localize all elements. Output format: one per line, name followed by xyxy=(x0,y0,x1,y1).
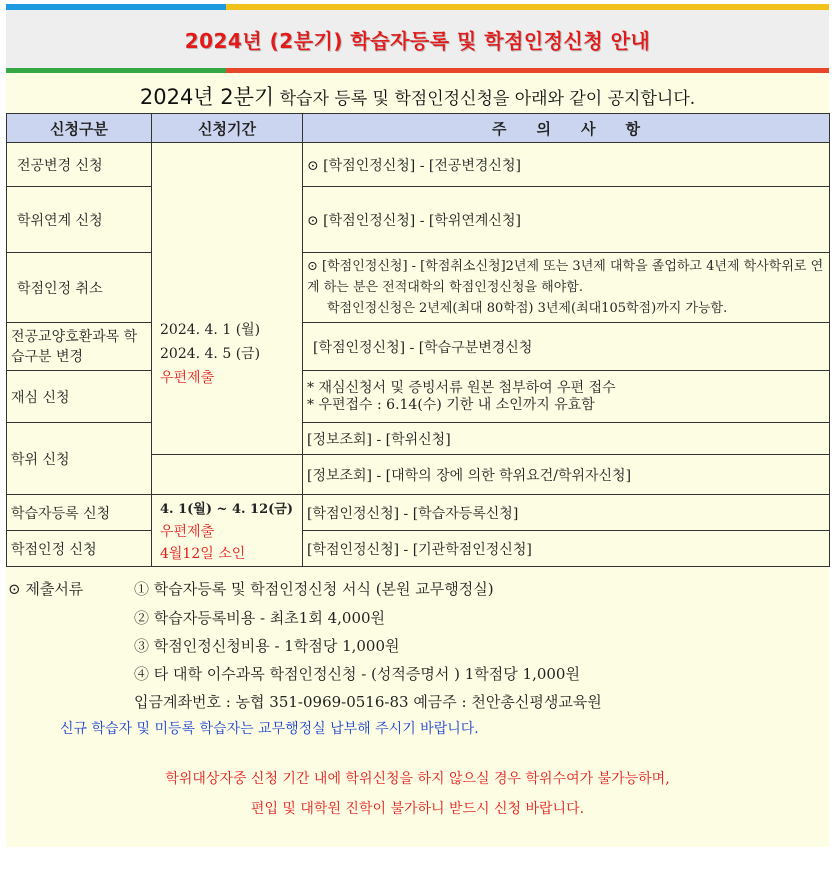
category-cell: 학점인정 신청 xyxy=(7,531,152,567)
note-text-sub: * 우편접수 : 6.14(수) 기한 내 소인까지 유효함 xyxy=(307,396,595,413)
note-text: * 재심신청서 및 증빙서류 원본 첨부하여 우편 접수 xyxy=(307,379,616,396)
note-cell: ⊙ [학점인정신청] - [학위연계신청] xyxy=(303,187,830,253)
period-end: 2024. 4. 5 (금) xyxy=(160,345,261,362)
document-item: ① 학습자등록 및 학점인정신청 서식 (본원 교무행정실) xyxy=(134,580,494,598)
table-row xyxy=(7,143,830,187)
period-cell-registration xyxy=(152,495,303,567)
warning-line-1: 학위대상자중 신청 기간 내에 학위신청을 하지 않으실 경우 학위수여가 불가능하며, xyxy=(165,771,670,787)
headline xyxy=(6,81,829,111)
table-row xyxy=(7,187,830,253)
note-text: ⊙ [학점인정신청] - [학점취소신청]2년제 또는 3년제 대학을 졸업하고 4년제 학사학위로 연계 하는 분은 전적대학의 학점인정신청을 해야함. xyxy=(307,259,824,295)
note-cell: [학점인정신청] - [학습자등록신청] xyxy=(303,495,830,531)
period-registration-postmark: 4월12일 소인 xyxy=(160,546,246,562)
note-cell: [학점인정신청] - [학습구분변경신청 xyxy=(303,323,830,371)
note-cell xyxy=(303,371,830,423)
header-notes: 주 의 사 항 xyxy=(303,114,830,143)
table-row xyxy=(7,371,830,423)
notice-body xyxy=(6,73,829,847)
note-cell: [학점인정신청] - [기관학점인정신청] xyxy=(303,531,830,567)
category-cell: 전공교양호환과목 학습구분 변경 xyxy=(7,323,152,371)
title-banner xyxy=(6,10,829,68)
headline-text: 학습자 등록 및 학점인정신청을 아래와 같이 공지합니다. xyxy=(274,89,696,109)
bank-account: 입금계좌번호 : 농협 351-0969-0516-83 예금주 : 천안총신평생교육원 xyxy=(134,693,602,711)
document-item: ③ 학점인정신청비용 - 1학점당 1,000원 xyxy=(134,637,400,655)
table-row xyxy=(7,253,830,323)
period-registration: 4. 1(월) ~ 4. 12(금) xyxy=(160,502,293,517)
header-period: 신청기간 xyxy=(152,114,303,143)
banner-title: 2024년 (2분기) 학습자등록 및 학점인정신청 안내 xyxy=(184,28,651,53)
category-spacer xyxy=(152,455,303,495)
table-row xyxy=(7,323,830,371)
document-item: ④ 타 대학 이수과목 학점인정신청 - (성적증명서 ) 1학점당 1,000원 xyxy=(134,665,580,683)
warning-line-2: 편입 및 대학원 진학이 불가하니 받드시 신청 바랍니다. xyxy=(250,801,585,817)
document-item: ② 학습자등록비용 - 최초1회 4,000원 xyxy=(134,609,386,627)
header-category: 신청구분 xyxy=(7,114,152,143)
period-registration-method: 우편제출 xyxy=(160,524,215,540)
period-start: 2024. 4. 1 (월) xyxy=(160,321,261,338)
note-cell: [정보조회] - [대학의 장에 의한 학위요건/학위자신청] xyxy=(303,455,830,495)
documents-label: ⊙ 제출서류 xyxy=(8,580,84,598)
note-text-sub: 학점인정신청은 2년제(최대 80학점) 3년제(최대105학점)까지 가능함. xyxy=(327,301,728,316)
table-row xyxy=(7,423,830,455)
note-cell: ⊙ [학점인정신청] - [전공변경신청] xyxy=(303,143,830,187)
category-cell: 학점인정 취소 xyxy=(7,253,152,323)
table-row xyxy=(7,531,830,567)
note-cell: [정보조회] - [학위신청] xyxy=(303,423,830,455)
new-learner-note: 신규 학습자 및 미등록 학습자는 교무행정실 납부해 주시기 바랍니다. xyxy=(60,721,479,737)
table-row xyxy=(7,495,830,531)
category-cell: 학습자등록 신청 xyxy=(7,495,152,531)
table-header-row xyxy=(7,114,830,143)
category-cell: 학위 신청 xyxy=(7,423,152,495)
category-cell: 학위연계 신청 xyxy=(7,187,152,253)
period-cell-main xyxy=(152,143,303,455)
category-cell: 재심 신청 xyxy=(7,371,152,423)
application-table xyxy=(6,113,830,567)
period-method: 우편제출 xyxy=(160,369,215,386)
headline-period: 2024년 2분기 xyxy=(139,85,275,109)
note-cell xyxy=(303,253,830,323)
category-cell: 전공변경 신청 xyxy=(7,143,152,187)
